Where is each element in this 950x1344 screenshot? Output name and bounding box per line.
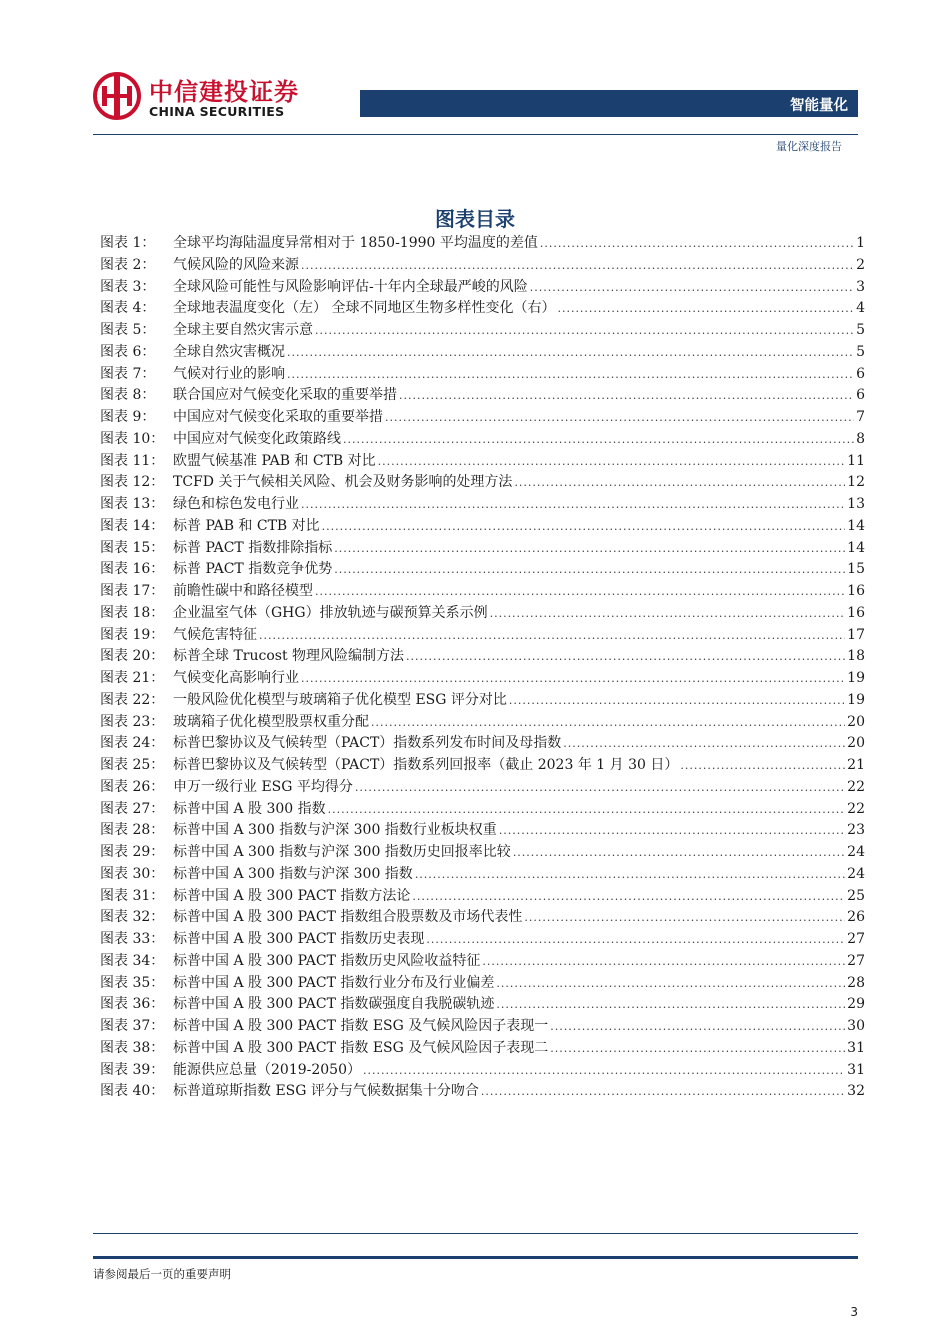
toc-entry-page: 27 [847, 931, 865, 947]
toc-leader-dots [680, 759, 845, 772]
toc-entry-page: 22 [847, 778, 865, 795]
toc-entry-label: 图表 19： [100, 626, 165, 643]
toc-entry[interactable] [100, 950, 865, 972]
toc-entry[interactable] [100, 341, 865, 363]
toc-entry-label: 图表 6： [100, 343, 156, 360]
toc-leader-dots [415, 868, 845, 881]
toc-entry[interactable] [100, 580, 865, 602]
toc-title: 图表目录 [435, 207, 515, 231]
toc-entry-page: 5 [856, 343, 865, 360]
toc-entry-label: 图表 8： [100, 387, 156, 404]
toc-entry-label: 图表 7： [100, 365, 156, 382]
toc-entry-text: 全球风险可能性与风险影响评估-十年内全球最严峻的风险 [173, 278, 528, 295]
toc-entry-text: 全球主要自然灾害示意 [173, 322, 313, 338]
toc-entry-page: 8 [856, 430, 865, 447]
toc-entry-label: 图表 21： [100, 670, 165, 686]
toc-entry[interactable] [100, 863, 865, 885]
toc-entry-page: 31 [847, 1061, 865, 1078]
toc-entry-page: 23 [847, 822, 865, 839]
toc-entry-text: 标普中国 A 股 300 PACT 指数方法论 [173, 887, 411, 904]
toc-entry-label: 图表 23： [100, 713, 165, 730]
toc-entry[interactable] [100, 711, 865, 733]
toc-leader-dots [343, 433, 854, 446]
toc-entry-text: 标普中国 A 股 300 PACT 指数组合股票数及市场代表性 [173, 909, 523, 926]
toc-entry-label: 图表 26： [100, 778, 165, 795]
toc-entry[interactable] [100, 493, 865, 515]
header-divider [93, 134, 858, 135]
toc-entry-label: 图表 14： [100, 517, 165, 534]
toc-leader-dots [287, 368, 854, 381]
toc-entry[interactable] [100, 798, 865, 820]
toc-entry-label: 图表 33： [100, 931, 165, 947]
toc-leader-dots [530, 281, 854, 294]
company-logo [93, 72, 303, 124]
toc-leader-dots [509, 694, 845, 707]
toc-entry-page: 20 [847, 713, 865, 730]
toc-entry-text: 气候对行业的影响 [173, 365, 285, 382]
toc-leader-dots [482, 955, 845, 968]
page-number: 3 [850, 1305, 858, 1319]
toc-entry-text: 标普中国 A 股 300 PACT 指数碳强度自我脱碳轨迹 [173, 996, 495, 1013]
toc-entry-label: 图表 32： [100, 909, 165, 926]
toc-entry-page: 18 [847, 648, 865, 665]
toc-entry-text: 标普全球 Trucost 物理风险编制方法 [173, 648, 405, 665]
toc-entry-text: 中国应对气候变化采取的重要举措 [173, 409, 383, 425]
toc-entry-label: 图表 17： [100, 583, 165, 599]
toc-entry-page: 13 [847, 496, 865, 512]
toc-entry[interactable] [100, 819, 865, 841]
toc-leader-dots [301, 672, 845, 685]
toc-entry[interactable] [100, 928, 865, 950]
toc-entry-text: 欧盟气候基准 PAB 和 CTB 对比 [173, 452, 376, 469]
toc-leader-dots [550, 1020, 845, 1033]
disclaimer: 请参阅最后一页的重要声明 [93, 1267, 231, 1281]
toc-entry-page: 25 [847, 887, 865, 904]
toc-entry-label: 图表 30： [100, 865, 165, 882]
toc-entry-text: 标普巴黎协议及气候转型（PACT）指数系列回报率（截止 2023 年 1 月 30 日） [173, 757, 679, 773]
toc-entry-page: 17 [847, 626, 865, 643]
toc-leader-dots [563, 737, 845, 750]
toc-entry-label: 图表 31： [100, 887, 165, 904]
toc-entry-text: 标普 PACT 指数竞争优势 [173, 561, 333, 578]
toc-entry-label: 图表 4： [100, 300, 156, 317]
toc-entry-page: 19 [847, 670, 865, 686]
toc-leader-dots [399, 389, 854, 402]
toc-entry-text: 标普巴黎协议及气候转型（PACT）指数系列发布时间及母指数 [173, 735, 562, 752]
toc-entry[interactable] [100, 754, 865, 776]
toc-entry[interactable] [100, 906, 865, 928]
toc-leader-dots [315, 324, 854, 337]
toc-leader-dots [355, 781, 845, 794]
toc-entry-page: 19 [847, 691, 865, 708]
toc-entry-label: 图表 9： [100, 409, 156, 425]
section-tag: 智能量化 [790, 98, 848, 114]
toc-entry-page: 21 [847, 757, 865, 773]
toc-entry[interactable] [100, 558, 865, 580]
toc-entry[interactable] [100, 841, 865, 863]
toc-entry-page: 27 [847, 952, 865, 969]
toc-entry-text: 全球自然灾害概况 [173, 343, 285, 360]
toc-entry-text: 标普中国 A 股 300 PACT 指数行业分布及行业偏差 [173, 974, 495, 991]
toc-leader-dots [301, 259, 854, 272]
toc-entry-text: 全球平均海陆温度异常相对于 1850-1990 平均温度的差值 [173, 235, 538, 251]
toc-entry-page: 6 [856, 365, 865, 382]
toc-entry-text: 前瞻性碳中和路径模型 [173, 583, 313, 599]
toc-leader-dots [315, 585, 845, 598]
toc-entry-label: 图表 38： [100, 1039, 165, 1056]
toc-entry-page: 22 [847, 800, 865, 817]
toc-entry-text: TCFD 关于气候相关风险、机会及财务影响的处理方法 [173, 474, 513, 491]
toc-entry-text: 玻璃箱子优化模型股票权重分配 [173, 713, 369, 730]
toc-entry-label: 图表 22： [100, 691, 165, 708]
toc-entry-label: 图表 13： [100, 496, 165, 512]
toc-leader-dots [524, 911, 845, 924]
toc-leader-dots [496, 977, 845, 990]
footer-divider-thin [93, 1233, 858, 1234]
toc-entry-label: 图表 2： [100, 256, 156, 273]
toc-entry[interactable] [100, 1015, 865, 1037]
toc-entry[interactable] [100, 624, 865, 646]
toc-entry[interactable] [100, 645, 865, 667]
toc-entry-text: 一般风险优化模型与玻璃箱子优化模型 ESG 评分对比 [173, 691, 507, 708]
toc-entry-page: 28 [847, 974, 865, 991]
footer-divider-thick [93, 1256, 858, 1259]
toc-entry[interactable] [100, 1037, 865, 1059]
toc-entry[interactable] [100, 1080, 865, 1102]
toc-entry-text: 标普中国 A 股 300 PACT 指数历史风险收益特征 [173, 952, 481, 969]
toc-entry-text: 能源供应总量（2019-2050） [173, 1061, 361, 1078]
toc-entry-label: 图表 10： [100, 430, 165, 447]
toc-entry-label: 图表 11： [100, 452, 165, 469]
toc-entry[interactable] [100, 885, 865, 907]
toc-entry-page: 5 [856, 322, 865, 338]
toc-entry[interactable] [100, 689, 865, 711]
toc-leader-dots [496, 998, 845, 1011]
toc-leader-dots [301, 498, 845, 511]
toc-entry-label: 图表 29： [100, 844, 165, 860]
toc-entry-label: 图表 20： [100, 648, 165, 665]
toc-entry-page: 15 [847, 561, 865, 578]
toc-entry[interactable] [100, 667, 865, 689]
toc-entry-label: 图表 37： [100, 1018, 165, 1034]
toc-entry-page: 11 [847, 452, 865, 469]
toc-entry-label: 图表 28： [100, 822, 165, 839]
toc-entry-text: 绿色和棕色发电行业 [173, 496, 299, 512]
toc-entry-label: 图表 35： [100, 974, 165, 991]
toc-entry-label: 图表 25： [100, 757, 165, 773]
toc-leader-dots [481, 1085, 845, 1098]
toc-leader-dots [550, 1042, 845, 1055]
toc-leader-dots [328, 803, 846, 816]
toc-entry-label: 图表 5： [100, 322, 156, 338]
toc-entry[interactable] [100, 972, 865, 994]
toc-entry-page: 7 [856, 409, 865, 425]
toc-entry-page: 31 [847, 1039, 865, 1056]
toc-entry-page: 1 [856, 235, 865, 251]
toc-leader-dots [490, 607, 846, 620]
toc-entry-page: 14 [847, 517, 865, 534]
toc-entry-text: 标普中国 A 300 指数与沪深 300 指数行业板块权重 [173, 822, 497, 839]
toc-entry-page: 20 [847, 735, 865, 752]
toc-entry-page: 16 [847, 604, 865, 621]
toc-entry-text: 气候危害特征 [173, 626, 257, 643]
toc-leader-dots [406, 650, 845, 663]
report-type: 量化深度报告 [776, 140, 842, 153]
toc-leader-dots [514, 476, 845, 489]
toc-entry-label: 图表 3： [100, 278, 156, 295]
toc-entry-text: 标普 PAB 和 CTB 对比 [173, 517, 320, 534]
toc-leader-dots [371, 716, 845, 729]
toc-entry-page: 3 [856, 278, 865, 295]
toc-leader-dots [513, 846, 845, 859]
toc-entry-page: 2 [856, 256, 865, 273]
toc-entry[interactable] [100, 602, 865, 624]
toc-entry[interactable] [100, 450, 865, 472]
toc-leader-dots [363, 1064, 845, 1077]
toc-leader-dots [540, 237, 854, 250]
toc-entry[interactable] [100, 254, 865, 276]
toc-entry[interactable] [100, 428, 865, 450]
toc-entry[interactable] [100, 276, 865, 298]
toc-leader-dots [385, 411, 854, 424]
toc-list [100, 232, 865, 1102]
toc-entry[interactable] [100, 776, 865, 798]
toc-leader-dots [287, 346, 854, 359]
toc-entry[interactable] [100, 319, 865, 341]
toc-entry-text: 标普中国 A 300 指数与沪深 300 指数历史回报率比较 [173, 844, 511, 860]
toc-entry-label: 图表 27： [100, 800, 165, 817]
toc-entry[interactable] [100, 363, 865, 385]
toc-leader-dots [426, 933, 845, 946]
toc-entry-page: 24 [847, 865, 865, 882]
toc-entry-text: 全球地表温度变化（左） 全球不同地区生物多样性变化（右） [173, 300, 556, 317]
toc-entry-text: 标普 PACT 指数排除指标 [173, 539, 333, 556]
toc-entry-label: 图表 39： [100, 1061, 165, 1078]
toc-entry-text: 标普中国 A 股 300 PACT 指数历史表现 [173, 931, 425, 947]
toc-entry[interactable] [100, 515, 865, 537]
toc-leader-dots [557, 302, 854, 315]
toc-entry[interactable] [100, 732, 865, 754]
toc-entry-page: 30 [847, 1018, 865, 1034]
logo-chinese-name: 中信建投证券 [149, 78, 299, 106]
toc-entry-label: 图表 16： [100, 561, 165, 578]
toc-entry[interactable] [100, 1059, 865, 1081]
toc-entry[interactable] [100, 993, 865, 1015]
toc-entry-text: 标普中国 A 股 300 指数 [173, 800, 326, 817]
toc-entry[interactable] [100, 232, 865, 254]
toc-leader-dots [334, 563, 845, 576]
toc-leader-dots [334, 542, 845, 555]
toc-entry-label: 图表 40： [100, 1083, 165, 1100]
toc-entry-page: 32 [847, 1083, 865, 1100]
toc-leader-dots [412, 890, 845, 903]
toc-entry-label: 图表 34： [100, 952, 165, 969]
toc-entry-label: 图表 24： [100, 735, 165, 752]
toc-entry-label: 图表 36： [100, 996, 165, 1013]
toc-entry-page: 29 [847, 996, 865, 1013]
citic-logo-icon [93, 72, 141, 120]
toc-entry-text: 标普中国 A 股 300 PACT 指数 ESG 及气候风险因子表现一 [173, 1018, 549, 1034]
logo-english-name: CHINA SECURITIES [149, 104, 285, 119]
toc-entry[interactable] [100, 537, 865, 559]
toc-entry[interactable] [100, 406, 865, 428]
toc-entry-text: 联合国应对气候变化采取的重要举措 [173, 387, 397, 404]
toc-entry-text: 标普中国 A 300 指数与沪深 300 指数 [173, 865, 413, 882]
toc-entry-page: 26 [847, 909, 865, 926]
toc-entry-text: 气候风险的风险来源 [173, 256, 299, 273]
toc-leader-dots [322, 520, 846, 533]
toc-entry-text: 标普道琼斯指数 ESG 评分与气候数据集十分吻合 [173, 1083, 479, 1100]
toc-entry-text: 企业温室气体（GHG）排放轨迹与碳预算关系示例 [173, 604, 488, 621]
toc-leader-dots [259, 629, 845, 642]
toc-entry-label: 图表 1： [100, 235, 156, 251]
toc-entry-page: 14 [847, 539, 865, 556]
toc-entry-text: 气候变化高影响行业 [173, 670, 299, 686]
toc-entry[interactable] [100, 471, 865, 493]
section-tag-bar [360, 90, 858, 117]
toc-entry-text: 申万一级行业 ESG 平均得分 [173, 778, 353, 795]
toc-entry-text: 标普中国 A 股 300 PACT 指数 ESG 及气候风险因子表现二 [173, 1039, 549, 1056]
toc-entry-label: 图表 18： [100, 604, 165, 621]
toc-entry[interactable] [100, 297, 865, 319]
toc-entry-page: 4 [856, 300, 865, 317]
toc-entry[interactable] [100, 384, 865, 406]
toc-entry-text: 中国应对气候变化政策路线 [173, 430, 341, 447]
toc-leader-dots [378, 455, 846, 468]
toc-entry-page: 16 [847, 583, 865, 599]
toc-entry-label: 图表 15： [100, 539, 165, 556]
toc-entry-label: 图表 12： [100, 474, 165, 491]
toc-entry-page: 12 [847, 474, 865, 491]
toc-leader-dots [499, 824, 845, 837]
toc-entry-page: 6 [856, 387, 865, 404]
toc-entry-page: 24 [847, 844, 865, 860]
